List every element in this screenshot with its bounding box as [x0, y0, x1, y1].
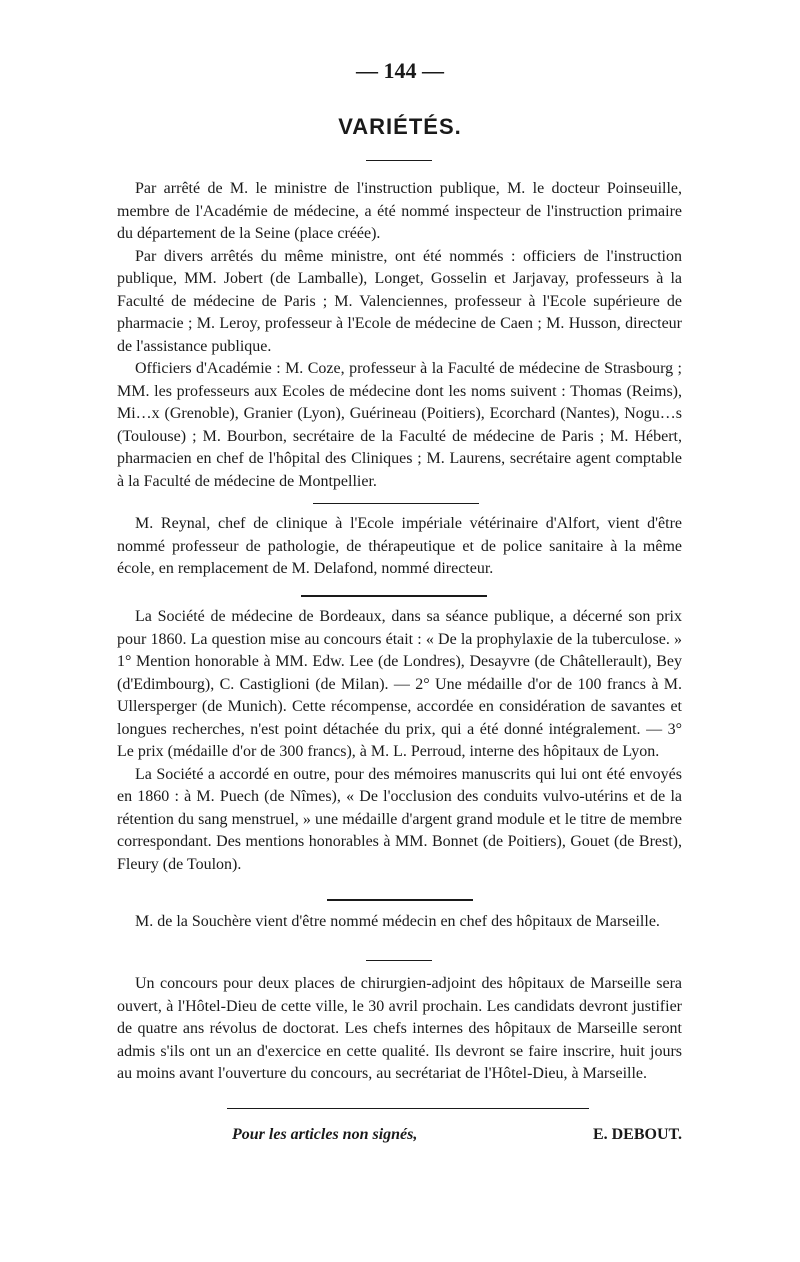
- paragraph: Un concours pour deux places de chirurgien-adjoint des hôpitaux de Marseille sera ouvert, à l'Hôtel-Dieu de cette ville, le 30 avril prochain. Les candidats devront justifier de quatre ans révolus de doctorat. Les chefs internes des hôpitaux de Marseille seront admis s'ils ont un an d'exercice en cette qualité. Ils devront se faire inscrire, huit jours au moins avant l'ouverture du concours, au secrétariat de l'Hôtel-Dieu, à Marseille.: [117, 975, 682, 1082]
- divider: [227, 1108, 589, 1109]
- signature-author: E. DEBOUT.: [592, 1126, 682, 1143]
- paragraph-group-concours: [117, 973, 682, 1086]
- paragraph: La Société a accordé en outre, pour des mémoires manuscrits qui lui ont été envoyés en 1860 : à M. Puech (de Nîmes), « De l'occlusion des conduits vulvo-utérins et de la rétention du sang menstruel, » une médaille d'argent grand module et le titre de membre correspondant. Des mentions honorables à MM. Bonnet (de Poitiers), Gouet (de Brest), Fleury (de Toulon).: [117, 765, 682, 873]
- section-title: VARIÉTÉS.: [338, 114, 462, 139]
- divider: [366, 960, 432, 961]
- divider: [301, 595, 487, 597]
- divider: [366, 160, 432, 161]
- paragraph: M. de la Souchère vient d'être nommé médecin en chef des hôpitaux de Marseille.: [135, 913, 660, 930]
- paragraph-group-bordeaux: [117, 606, 682, 876]
- divider: [327, 899, 473, 901]
- paragraph: La Société de médecine de Bordeaux, dans sa séance publique, a décerné son prix pour 1860. La question mise au concours était : « De la prophylaxie de la tuberculose. » 1° Mention honorable à MM. Edw. Lee (de Londres), Desayvre (de Châtellerault), Bey (d'Edimbourg), C. Castiglioni (de Milan). — 2° Une médaille d'or de 100 francs à M. Ullersperger (de Munich). Cette récompense, accordée en considération de savantes et longues recherches, n'est point détachée du prix, qui a été donné intégralement. — 3° Le prix (médaille d'or de 300 francs), à M. L. Perroud, interne des hôpitaux de Lyon.: [117, 608, 682, 760]
- paragraph-group-reynal: [117, 513, 682, 581]
- paragraph-group-appointments: [117, 178, 682, 493]
- divider: [313, 503, 479, 504]
- page-number: — 144 —: [356, 58, 444, 83]
- paragraph: Par divers arrêtés du même ministre, ont été nommés : officiers de l'instruction publique, MM. Jobert (de Lamballe), Longet, Gosselin et Jarjavay, professeurs à la Faculté de médecine de Paris ; M. Valenciennes, professeur à l'Ecole supérieure de pharmacie ; M. Leroy, professeur à l'Ecole de médecine de Caen ; M. Husson, directeur de l'assistance publique.: [117, 247, 682, 355]
- signature-note: Pour les articles non signés,: [232, 1126, 418, 1143]
- paragraph-group-souchere: [117, 911, 682, 934]
- paragraph: M. Reynal, chef de clinique à l'Ecole impériale vétérinaire d'Alfort, vient d'être nommé professeur de pathologie, de thérapeutique et de police sanitaire à la même école, en remplacement de M. Delafond, nommé directeur.: [117, 515, 682, 577]
- paragraph: Officiers d'Académie : M. Coze, professeur à la Faculté de médecine de Strasbourg ; MM. les professeurs aux Ecoles de médecine dont les noms suivent : Thomas (Reims), Mi…x (Grenoble), Granier (Lyon), Guérineau (Poitiers), Ecorchard (Nantes), Nogu…s (Toulouse) ; M. Bourbon, secrétaire de la Faculté de médecine de Paris ; M. Hébert, pharmacien en chef de l'hôpital des Cliniques ; M. Laurens, secrétaire agent comptable à la Faculté de médecine de Montpellier.: [117, 360, 682, 490]
- paragraph: Par arrêté de M. le ministre de l'instruction publique, M. le docteur Poinseuille, membre de l'Académie de médecine, a été nommé inspecteur de l'instruction primaire du département de la Seine (place créée).: [117, 180, 682, 242]
